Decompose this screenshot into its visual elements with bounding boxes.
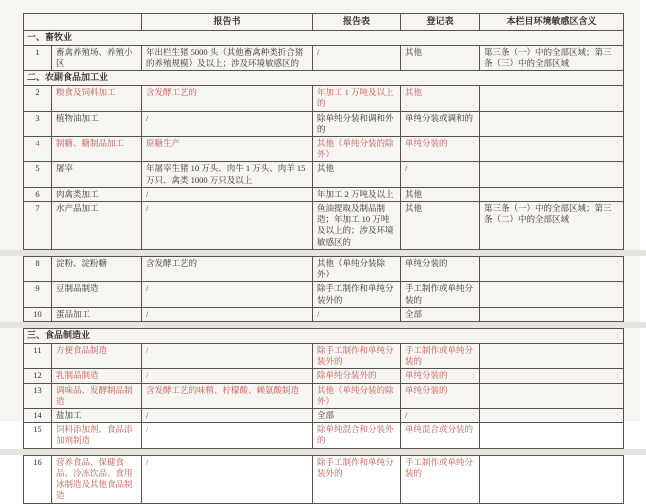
eia-catalog-table [23, 13, 623, 504]
registration-cell: 其他 [401, 86, 480, 111]
registration-cell: 单纯分装的 [401, 136, 480, 161]
report-book-cell: 含发酵工艺的味精、柠檬酸、赖氨酸制造 [142, 383, 313, 408]
table-row [24, 307, 624, 321]
table-row [24, 408, 624, 422]
category-cell: 水产品加工 [52, 202, 142, 250]
row-number-cell: 10 [24, 307, 52, 321]
registration-cell: 手工制作或单纯分装的 [401, 343, 480, 368]
row-number-cell: 5 [24, 162, 52, 187]
sensitive-area-cell [480, 187, 624, 201]
table-row [24, 282, 624, 307]
row-number-cell: 16 [24, 455, 52, 503]
sensitive-area-cell [480, 111, 624, 136]
table-row [24, 136, 624, 161]
registration-cell: 单纯分装的 [401, 383, 480, 408]
registration-cell: 其他 [401, 187, 480, 201]
registration-cell: 其他 [401, 202, 480, 250]
table-row [24, 111, 624, 136]
table-row [24, 455, 624, 503]
report-form-cell: 年加工 2 万吨及以上 [313, 187, 401, 201]
sensitive-area-cell [480, 423, 624, 448]
row-number-cell: 2 [24, 86, 52, 111]
catalog-table-part-1 [23, 13, 624, 250]
table-row [24, 423, 624, 448]
category-cell: 盐加工 [52, 408, 142, 422]
sensitive-area-cell: 第三条（一）中的全部区域；第三条（二）中的全部区域 [480, 202, 624, 250]
report-form-cell: 其他（单纯分装的除外） [313, 383, 401, 408]
row-number-cell: 11 [24, 343, 52, 368]
column-header-report-book: 报告书 [142, 14, 313, 31]
report-form-cell: / [313, 45, 401, 70]
report-book-cell: / [142, 111, 313, 136]
sensitive-area-cell [480, 369, 624, 383]
registration-cell: 单纯混合或分装的 [401, 423, 480, 448]
row-number-cell: 14 [24, 408, 52, 422]
category-cell: 粮食及饲料加工 [52, 86, 142, 111]
registration-cell: / [401, 162, 480, 187]
category-cell: 畜禽养殖场、养殖小区 [52, 45, 142, 70]
catalog-table-part-2 [23, 256, 624, 322]
section-row-agri-food [24, 71, 624, 86]
sensitive-area-cell [480, 307, 624, 321]
section-row-livestock [24, 30, 624, 45]
category-cell: 饲料添加剂、食品添加剂制造 [52, 423, 142, 448]
category-cell: 淀粉、淀粉糖 [52, 256, 142, 281]
row-number-cell: 4 [24, 136, 52, 161]
report-book-cell: / [142, 202, 313, 250]
report-book-cell: / [142, 307, 313, 321]
report-form-cell: 除单纯分装和调和外的 [313, 111, 401, 136]
report-form-cell: / [313, 307, 401, 321]
report-form-cell: 除手工制作和单纯分装外的 [313, 455, 401, 503]
report-form-cell: 除单纯分装外的 [313, 369, 401, 383]
registration-cell: / [401, 408, 480, 422]
row-number-cell: 13 [24, 383, 52, 408]
sensitive-area-cell [480, 282, 624, 307]
row-number-cell: 15 [24, 423, 52, 448]
catalog-table-part-3 [23, 328, 624, 449]
table-row [24, 162, 624, 187]
report-book-cell: / [142, 187, 313, 201]
section-title: 三、食品制造业 [24, 329, 624, 344]
row-number-cell: 8 [24, 256, 52, 281]
registration-cell: 全部 [401, 307, 480, 321]
row-number-cell: 1 [24, 45, 52, 70]
table-row [24, 202, 624, 250]
report-book-cell: 含发酵工艺的 [142, 256, 313, 281]
report-form-cell: 年加工 1 万吨及以上的 [313, 86, 401, 111]
category-cell: 制糖、糖制品加工 [52, 136, 142, 161]
row-number-cell: 6 [24, 187, 52, 201]
category-cell: 肉禽类加工 [52, 187, 142, 201]
report-book-cell: 原糖生产 [142, 136, 313, 161]
report-book-cell: / [142, 369, 313, 383]
report-book-cell: / [142, 343, 313, 368]
report-form-cell: 其他（单纯分装的除外） [313, 136, 401, 161]
column-header-report-form: 报告表 [313, 14, 401, 31]
sensitive-area-cell [480, 408, 624, 422]
table-row [24, 45, 624, 70]
registration-cell: 单纯分装或调和的 [401, 111, 480, 136]
category-cell: 方便食品制造 [52, 343, 142, 368]
column-header-sensitive-area: 本栏目环境敏感区含义 [480, 14, 624, 31]
row-number-cell: 7 [24, 202, 52, 250]
catalog-table-part-4 [23, 455, 624, 504]
sensitive-area-cell [480, 86, 624, 111]
header-row [24, 14, 624, 31]
sensitive-area-cell: 第三条（一）中的全部区域；第三条（三）中的全部区域 [480, 45, 624, 70]
report-form-cell: 鱼油提取及制品制造；年加工 10 万吨及以上的；涉及环境敏感区的 [313, 202, 401, 250]
category-cell: 屠宰 [52, 162, 142, 187]
table-row [24, 86, 624, 111]
section-row-food-mfg [24, 329, 624, 344]
report-form-cell: 其他（单纯分装除外） [313, 256, 401, 281]
sensitive-area-cell [480, 455, 624, 503]
category-cell: 蛋品加工 [52, 307, 142, 321]
report-form-cell: 除手工制作和单纯分装外的 [313, 343, 401, 368]
registration-cell: 单纯分装的 [401, 369, 480, 383]
registration-cell: 其他 [401, 45, 480, 70]
category-cell: 调味品、发酵制品制造 [52, 383, 142, 408]
column-header-registration: 登记表 [401, 14, 480, 31]
sensitive-area-cell [480, 136, 624, 161]
section-title: 一、畜牧业 [24, 30, 624, 45]
registration-cell: 单纯分装的 [401, 256, 480, 281]
registration-cell: 手工制作或单纯分装的 [401, 455, 480, 503]
report-book-cell: 年屠宰生猪 10 万头、肉牛 1 万头、肉羊 15 万只、禽类 1000 万只及以上 [142, 162, 313, 187]
report-book-cell: / [142, 455, 313, 503]
table-row [24, 369, 624, 383]
report-form-cell: 除手工制作和单纯分装外的 [313, 282, 401, 307]
report-book-cell: / [142, 282, 313, 307]
report-form-cell: 全部 [313, 408, 401, 422]
row-number-cell: 9 [24, 282, 52, 307]
report-book-cell: 含发酵工艺的 [142, 86, 313, 111]
table-row [24, 256, 624, 281]
report-form-cell: 其他 [313, 162, 401, 187]
category-cell: 营养食品、保健食品、冷冻饮品、食用冰制造及其他食品制造 [52, 455, 142, 503]
sensitive-area-cell [480, 162, 624, 187]
category-cell: 乳制品制造 [52, 369, 142, 383]
report-book-cell: 年出栏生猪 5000 头（其他畜禽种类折合猪的养殖规模）及以上；涉及环境敏感区的 [142, 45, 313, 70]
section-title: 二、农副食品加工业 [24, 71, 624, 86]
table-row [24, 383, 624, 408]
report-form-cell: 除单纯混合和分装外的 [313, 423, 401, 448]
table-row [24, 343, 624, 368]
column-header-corner [24, 14, 142, 31]
report-book-cell: / [142, 423, 313, 448]
row-number-cell: 12 [24, 369, 52, 383]
table-row [24, 187, 624, 201]
category-cell: 豆制品制造 [52, 282, 142, 307]
row-number-cell: 3 [24, 111, 52, 136]
category-cell: 植物油加工 [52, 111, 142, 136]
registration-cell: 手工制作或单纯分装的 [401, 282, 480, 307]
sensitive-area-cell [480, 343, 624, 368]
sensitive-area-cell [480, 383, 624, 408]
sensitive-area-cell [480, 256, 624, 281]
report-book-cell: / [142, 408, 313, 422]
